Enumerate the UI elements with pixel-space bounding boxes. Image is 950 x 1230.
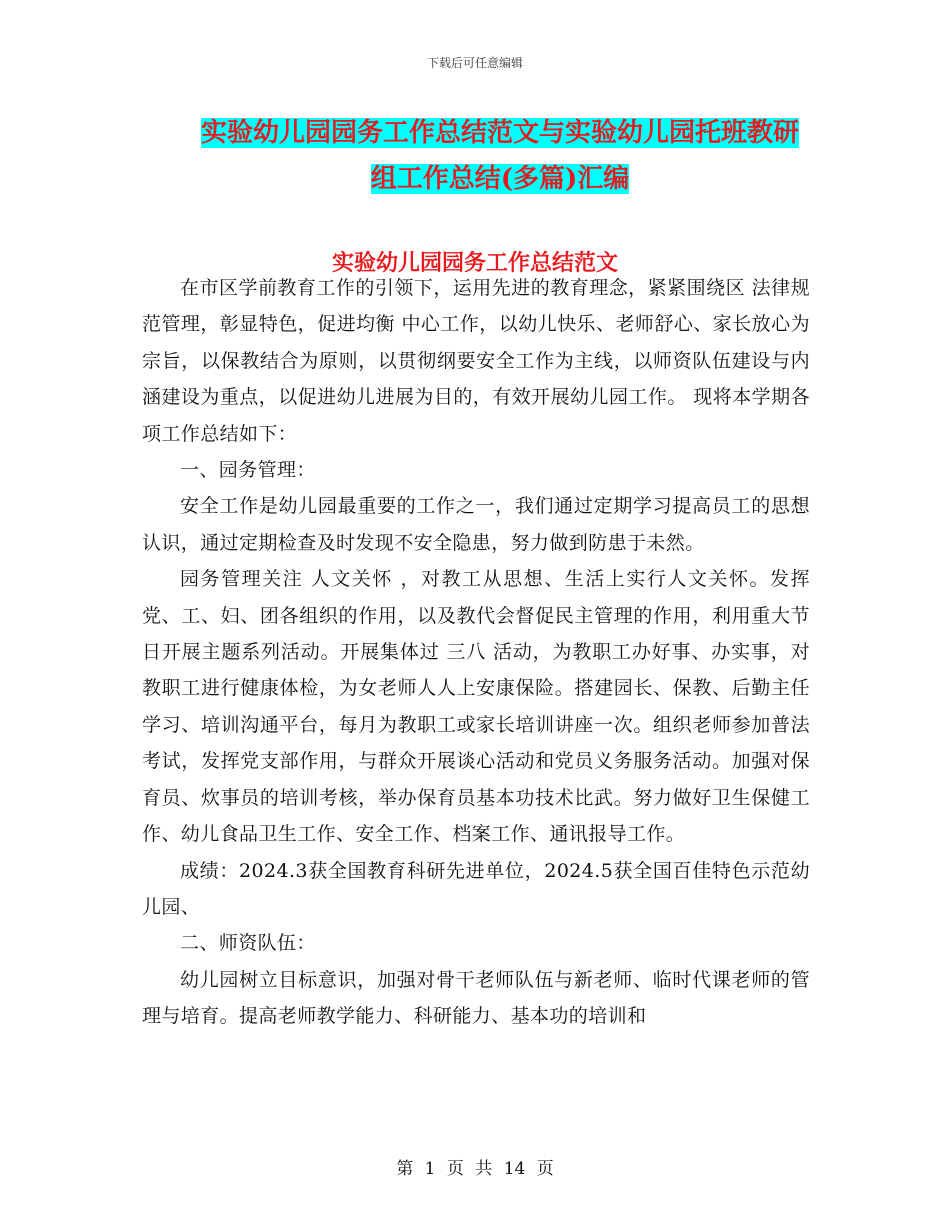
section-title: 实验幼儿园园务工作总结范文 bbox=[331, 250, 618, 276]
document-title-line-2: 组工作总结(多篇)汇编 bbox=[370, 164, 630, 194]
paragraph-intro: 在市区学前教育工作的引领下，运用先进的教育理念，紧紧围绕区 法律规范管理，彰显特色，促进均衡 中心工作，以幼儿快乐、老师舒心、家长放心为宗旨，以保教结合为原则，以贯彻纲要安全工作为主线，以师资队伍建设与内涵建设为重点，以促进幼儿进展为目的，有效开展幼儿园工作。 现将本学期各项工作总结如下： bbox=[142, 277, 810, 445]
paragraph-teacher-training: 幼儿园树立目标意识，加强对骨干老师队伍与新老师、临时代课老师的管理与培育。提高老师教学能力、科研能力、基本功的培训和 bbox=[142, 968, 810, 1028]
document-title bbox=[140, 110, 860, 202]
page-footer: 第 1 页 共 14 页 bbox=[396, 1159, 554, 1179]
document-title-line-1: 实验幼儿园园务工作总结范文与实验幼儿园托班教研 bbox=[200, 118, 799, 148]
paragraph-achievements: 成绩：2024.3获全国教育科研先进单位，2024.5获全国百佳特色示范幼儿园、 bbox=[142, 859, 810, 918]
heading-garden-management: 一、园务管理： bbox=[180, 459, 316, 482]
document-body bbox=[142, 270, 810, 1035]
header-note: 下载后可任意编辑 bbox=[426, 56, 523, 70]
paragraph-safety: 安全工作是幼儿园最重要的工作之一，我们通过定期学习提高员工的思想认识，通过定期检查及时发现不安全隐患，努力做到防患于未然。 bbox=[142, 495, 810, 554]
heading-teaching-staff: 二、师资队伍： bbox=[180, 932, 316, 955]
paragraph-humanistic-care: 园务管理关注 人文关怀 ，对教工从思想、生活上实行人文关怀。发挥党、工、妇、团各组织的作用，以及教代会督促民主管理的作用，利用重大节日开展主题系列活动。开展集体过 三八 活动，为教职工办好事、办实事，对教职工进行健康体检，为女老师人人上安康保险。搭建园长、保教、后勤主任学习、培训沟通平台，每月为教职工或家长培训讲座一次。组织老师参加普法考试，发挥党支部作用，与群众开展谈心活动和党员义务服务活动。加强对保育员、炊事员的培训考核，举办保育员基本功技术比武。努力做好卫生保健工作、幼儿食品卫生工作、安全工作、档案工作、通讯报导工作。 bbox=[142, 568, 810, 846]
